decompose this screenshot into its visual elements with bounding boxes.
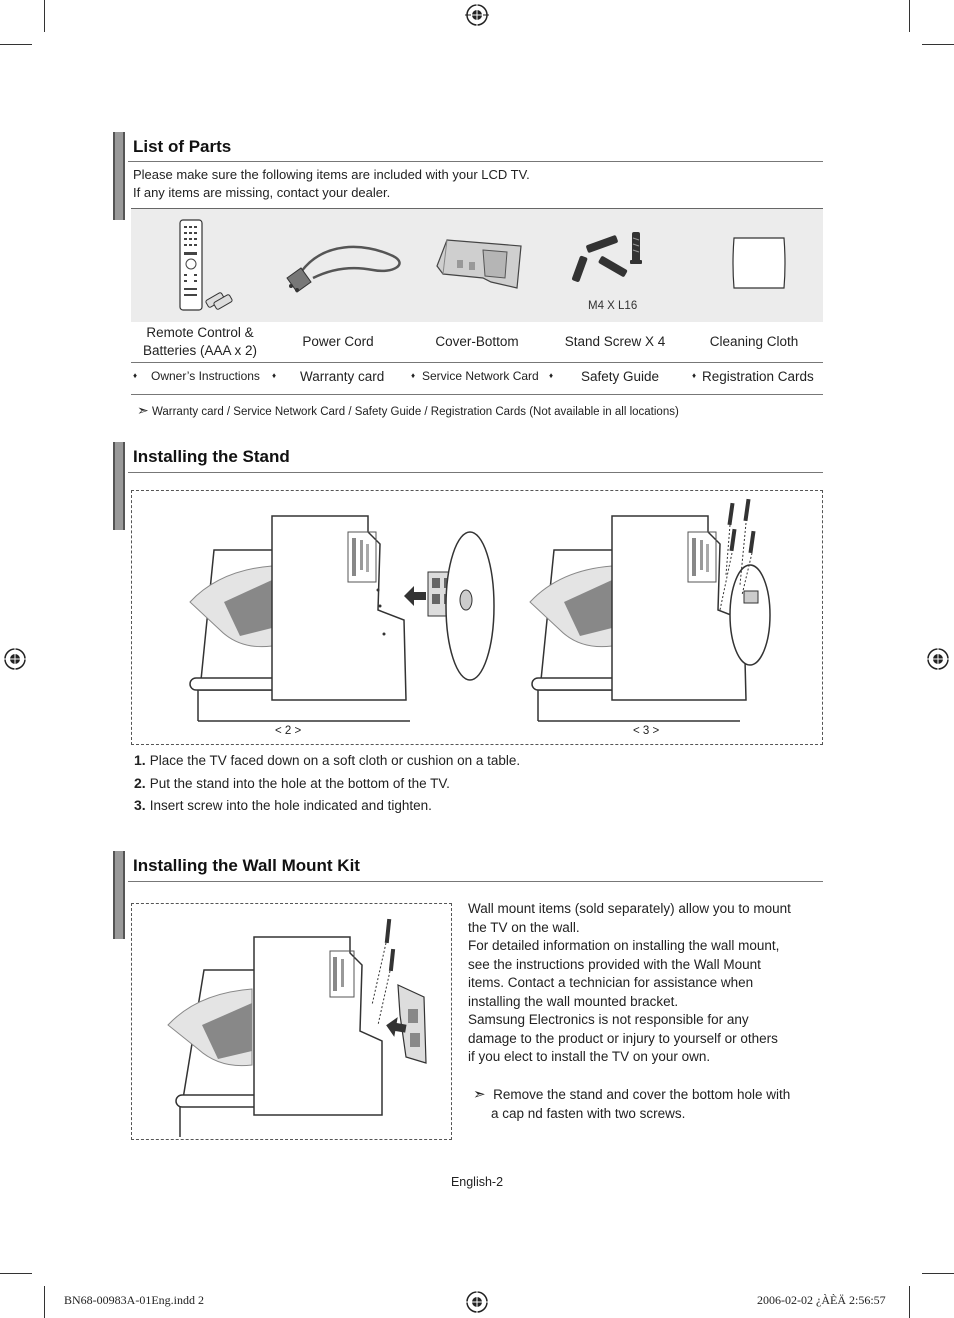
wall-text-line: the TV on the wall. — [468, 919, 580, 935]
intro-line: If any items are missing, contact your dealer. — [133, 185, 391, 200]
parts-item-label: Cleaning Cloth — [709, 334, 799, 349]
page-number: English-2 — [450, 1175, 504, 1189]
parts-item-label: Cover-Bottom — [435, 334, 519, 349]
crop-mark — [909, 1286, 910, 1318]
step-text: Place the TV faced down on a soft cloth or cushion on a table. — [149, 753, 521, 768]
section-bar — [113, 442, 125, 530]
bullet-diamond-icon: ♦ — [411, 371, 416, 380]
bullet-diamond-icon: ♦ — [133, 371, 138, 380]
section-bar — [113, 132, 125, 220]
parts-item-label: Power Cord — [302, 334, 374, 349]
figure-2-caption — [275, 725, 301, 737]
crop-mark — [44, 1286, 45, 1318]
note-text: Warranty card / Service Network Card / Safety Guide / Registration Cards (Not available in all locations) — [151, 406, 679, 418]
parts-item-label — [131, 324, 269, 360]
slug-right: 2006-02-02 ¿ÀÈÄ 2:56:57 — [757, 1293, 886, 1307]
accessory-item: Registration Cards — [702, 369, 814, 384]
label-line: Batteries (AAA x 2) — [142, 343, 258, 358]
caption-text: < 2 > — [275, 725, 302, 737]
step-number: 2. — [134, 775, 146, 791]
caption-text: < 3 > — [633, 725, 660, 737]
table-rule — [131, 362, 823, 363]
wall-text-line: damage to the product or injury to yourself or others — [468, 1030, 778, 1046]
label-line: Remote Control & — [146, 325, 254, 340]
step-1 — [134, 752, 520, 768]
wall-text-line: items. Contact a technician for assistance when — [468, 975, 754, 990]
registration-mark-icon — [926, 647, 950, 671]
cleaning-cloth-icon — [728, 234, 790, 292]
crop-mark — [922, 44, 954, 45]
stand-figure-3 — [520, 495, 820, 725]
screw-icon — [570, 228, 654, 298]
remote-control-icon — [176, 218, 236, 314]
crop-mark — [0, 1273, 32, 1274]
section-rule — [128, 161, 823, 162]
wall-mount-title: Installing the Wall Mount Kit — [133, 856, 360, 875]
parts-item-label: Stand Screw X 4 — [564, 334, 666, 349]
wall-mount-note — [473, 1085, 823, 1123]
note-arrow-icon: ➣ — [473, 1086, 486, 1103]
stand-figure-2 — [180, 510, 500, 725]
section-bar — [113, 851, 125, 939]
accessory-item: Owner’s Instructions — [151, 369, 260, 383]
note-text: Remove the stand and cover the bottom hole with — [493, 1087, 791, 1102]
parts-note — [137, 402, 679, 419]
crop-mark — [0, 44, 32, 45]
accessory-item: Safety Guide — [581, 369, 660, 384]
cover-bottom-icon — [433, 230, 525, 292]
step-2 — [134, 775, 450, 791]
step-text: Put the stand into the hole at the bottom of the TV. — [149, 776, 450, 791]
crop-mark — [922, 1273, 954, 1274]
step-text: Insert screw into the hole indicated and tighten. — [149, 798, 432, 813]
note-arrow-icon: ➣ — [137, 402, 149, 418]
list-of-parts-title: List of Parts — [133, 137, 232, 156]
bullet-diamond-icon: ♦ — [549, 371, 554, 380]
installing-stand-title: Installing the Stand — [133, 447, 290, 466]
figure-3-caption — [633, 725, 659, 737]
intro-line: Please make sure the following items are included with your LCD TV. — [133, 167, 530, 182]
registration-mark-icon — [465, 1290, 489, 1314]
power-cord-icon — [283, 238, 407, 296]
crop-mark — [44, 0, 45, 32]
note-text: a cap nd fasten with two screws. — [491, 1106, 686, 1121]
registration-mark-icon — [465, 3, 489, 27]
bullet-diamond-icon: ♦ — [272, 371, 277, 380]
table-rule — [131, 394, 823, 395]
registration-mark-icon — [3, 647, 27, 671]
screw-spec: M4 X L16 — [588, 300, 638, 312]
wall-text-line: For detailed information on installing the wall mount, — [468, 938, 780, 953]
wall-text-line: if you elect to install the TV on your own. — [468, 1049, 711, 1064]
wall-text-line: see the instructions provided with the Wall Mount — [468, 956, 761, 972]
slug-left: BN68-00983A-01Eng.indd 2 — [64, 1293, 204, 1307]
crop-mark — [909, 0, 910, 32]
parts-intro — [133, 166, 530, 202]
wall-text-line: Wall mount items (sold separately) allow you to mount — [468, 901, 791, 916]
wall-mount-text — [468, 900, 824, 1067]
wall-mount-figure — [160, 915, 450, 1140]
step-number: 3. — [134, 797, 146, 813]
accessory-item: Service Network Card — [422, 369, 539, 383]
step-3 — [134, 797, 432, 813]
section-rule — [128, 472, 823, 473]
bullet-diamond-icon: ♦ — [692, 371, 697, 380]
accessory-item: Warranty card — [300, 369, 385, 384]
section-rule — [128, 881, 823, 882]
step-number: 1. — [134, 752, 146, 768]
wall-text-line: Samsung Electronics is not responsible for any — [468, 1012, 749, 1027]
wall-text-line: installing the wall mounted bracket. — [468, 993, 679, 1009]
